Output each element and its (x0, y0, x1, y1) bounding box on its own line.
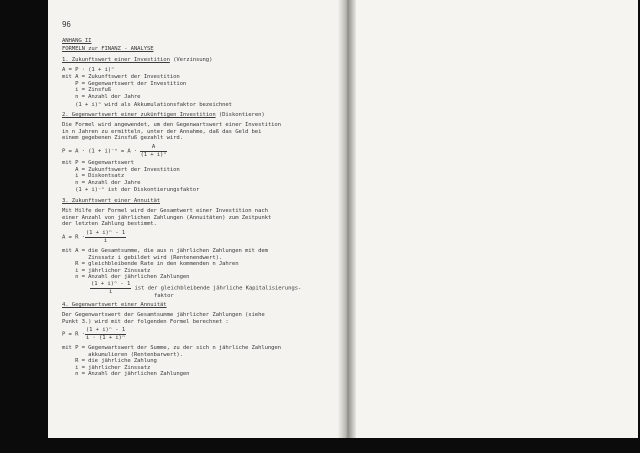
definition-line: R = gleichbleibende Rate in den kommenden n Jahren (62, 261, 239, 267)
definition-line: R = die jährliche Zahlung (62, 358, 157, 364)
formula-1: A = P · (1 + i)ⁿ (62, 67, 115, 73)
definition-line: n = Anzahl der Jahre (62, 179, 141, 186)
paragraph-line: Mit Hilfe der Formel wird der Gesamtwert einer Investition nach (62, 208, 268, 214)
definition-line: i = Diskontsatz (62, 173, 125, 179)
definition-line: n = Anzahl der Jahre (62, 93, 141, 100)
paragraph-line: der letzten Zahlung bestimmt. (62, 221, 157, 227)
definition-line: mit A = die Gesamtsumme, die aus n jährlichen Zahlungen mit dem (62, 248, 268, 254)
definition-line: (1 + i)⁻ⁿ ist der Diskontierungsfaktor (62, 187, 200, 193)
page-number: 96 (62, 20, 71, 29)
right-page (346, 0, 638, 438)
definition-line: i = jährlicher Zinssatz (62, 364, 151, 371)
definition-line: mit P = Gegenwartswert (62, 160, 134, 166)
definition-line: P = Gegenwartswert der Investition (62, 80, 187, 87)
paragraph-line: Der Gegenwartswert der Gesamtsumme jährlicher Zahlungen (siehe (62, 312, 265, 318)
section-4-heading: 4. Gegenwartswert einer Annuität (62, 302, 167, 308)
definition-line: i = jährlicher Zinssatz (62, 267, 151, 274)
paragraph-line: Die Formel wird angewendet, um den Gegenwartswert einer Investition (62, 122, 281, 128)
definition-line: mit A = Zukunftswert der Investition (62, 74, 180, 80)
definition-line: (1 + i)ⁿ wird als Akkumulationsfaktor bezeichnet (62, 102, 232, 108)
formula-2: P = A · (1 + i)⁻ⁿ = A · $\frac{A}{\text{(1 + i)ⁿ}}$ (62, 144, 167, 158)
definition-line: n = Anzahl der jährlichen Zahlungen (62, 371, 190, 377)
definition-line: Zinssatz i gebildet wird (Rentenendwert). (62, 254, 223, 261)
formula-4: P = R · $\frac{\text{(1 + i)ⁿ - 1}}{\text{i · (1 + i)ⁿ}}$ (62, 327, 126, 341)
definition-line: A = Zukunftswert der Investition (62, 166, 180, 173)
definition-line: n = Anzahl der jährlichen Zahlungen (62, 274, 190, 280)
paragraph-line: Punkt 3.) wird mit der folgenden Formel berechnet : (62, 318, 229, 325)
book-gutter (338, 0, 356, 438)
capitalization-factor-cont: faktor (154, 293, 174, 299)
section-2-heading: 2. Gegenwartswert einer zukünftigen Investition (Diskontieren) (62, 112, 265, 118)
section-1-heading: 1. Zukunftswert einer Investition (Verzinsung) (62, 57, 213, 63)
section-3-heading: 3. Zukunftswert einer Annuität (62, 198, 161, 204)
formula-3: A = R · $\frac{\text{(1 + i)ⁿ - 1}}{i}$ (62, 230, 126, 244)
definition-line: mit P = Gegenwartswert der Summe, zu der sich n jährliche Zahlungen (62, 345, 281, 351)
appendix-label: ANHANG II (62, 38, 92, 44)
page-title: FORMELN zur FINANZ - ANALYSE (62, 46, 154, 52)
paragraph-line: einem gegebenen Zinsfuß gezahlt wird. (62, 135, 183, 141)
capitalization-factor: $\frac{\text{(1 + i)ⁿ - 1}}{i}$ ist der gleichbleibende jährliche Kapitalisierungs- (91, 281, 302, 295)
definition-line: akkumulieren (Rentenbarwert). (62, 351, 183, 358)
paragraph-line: einer Anzahl von jährlichen Zahlungen (Annuitäten) zum Zeitpunkt (62, 214, 272, 221)
definition-line: i = Zinsfuß (62, 87, 112, 93)
paragraph-line: in n Jahren zu ermitteln, unter der Annahme, daß das Geld bei (62, 128, 262, 135)
